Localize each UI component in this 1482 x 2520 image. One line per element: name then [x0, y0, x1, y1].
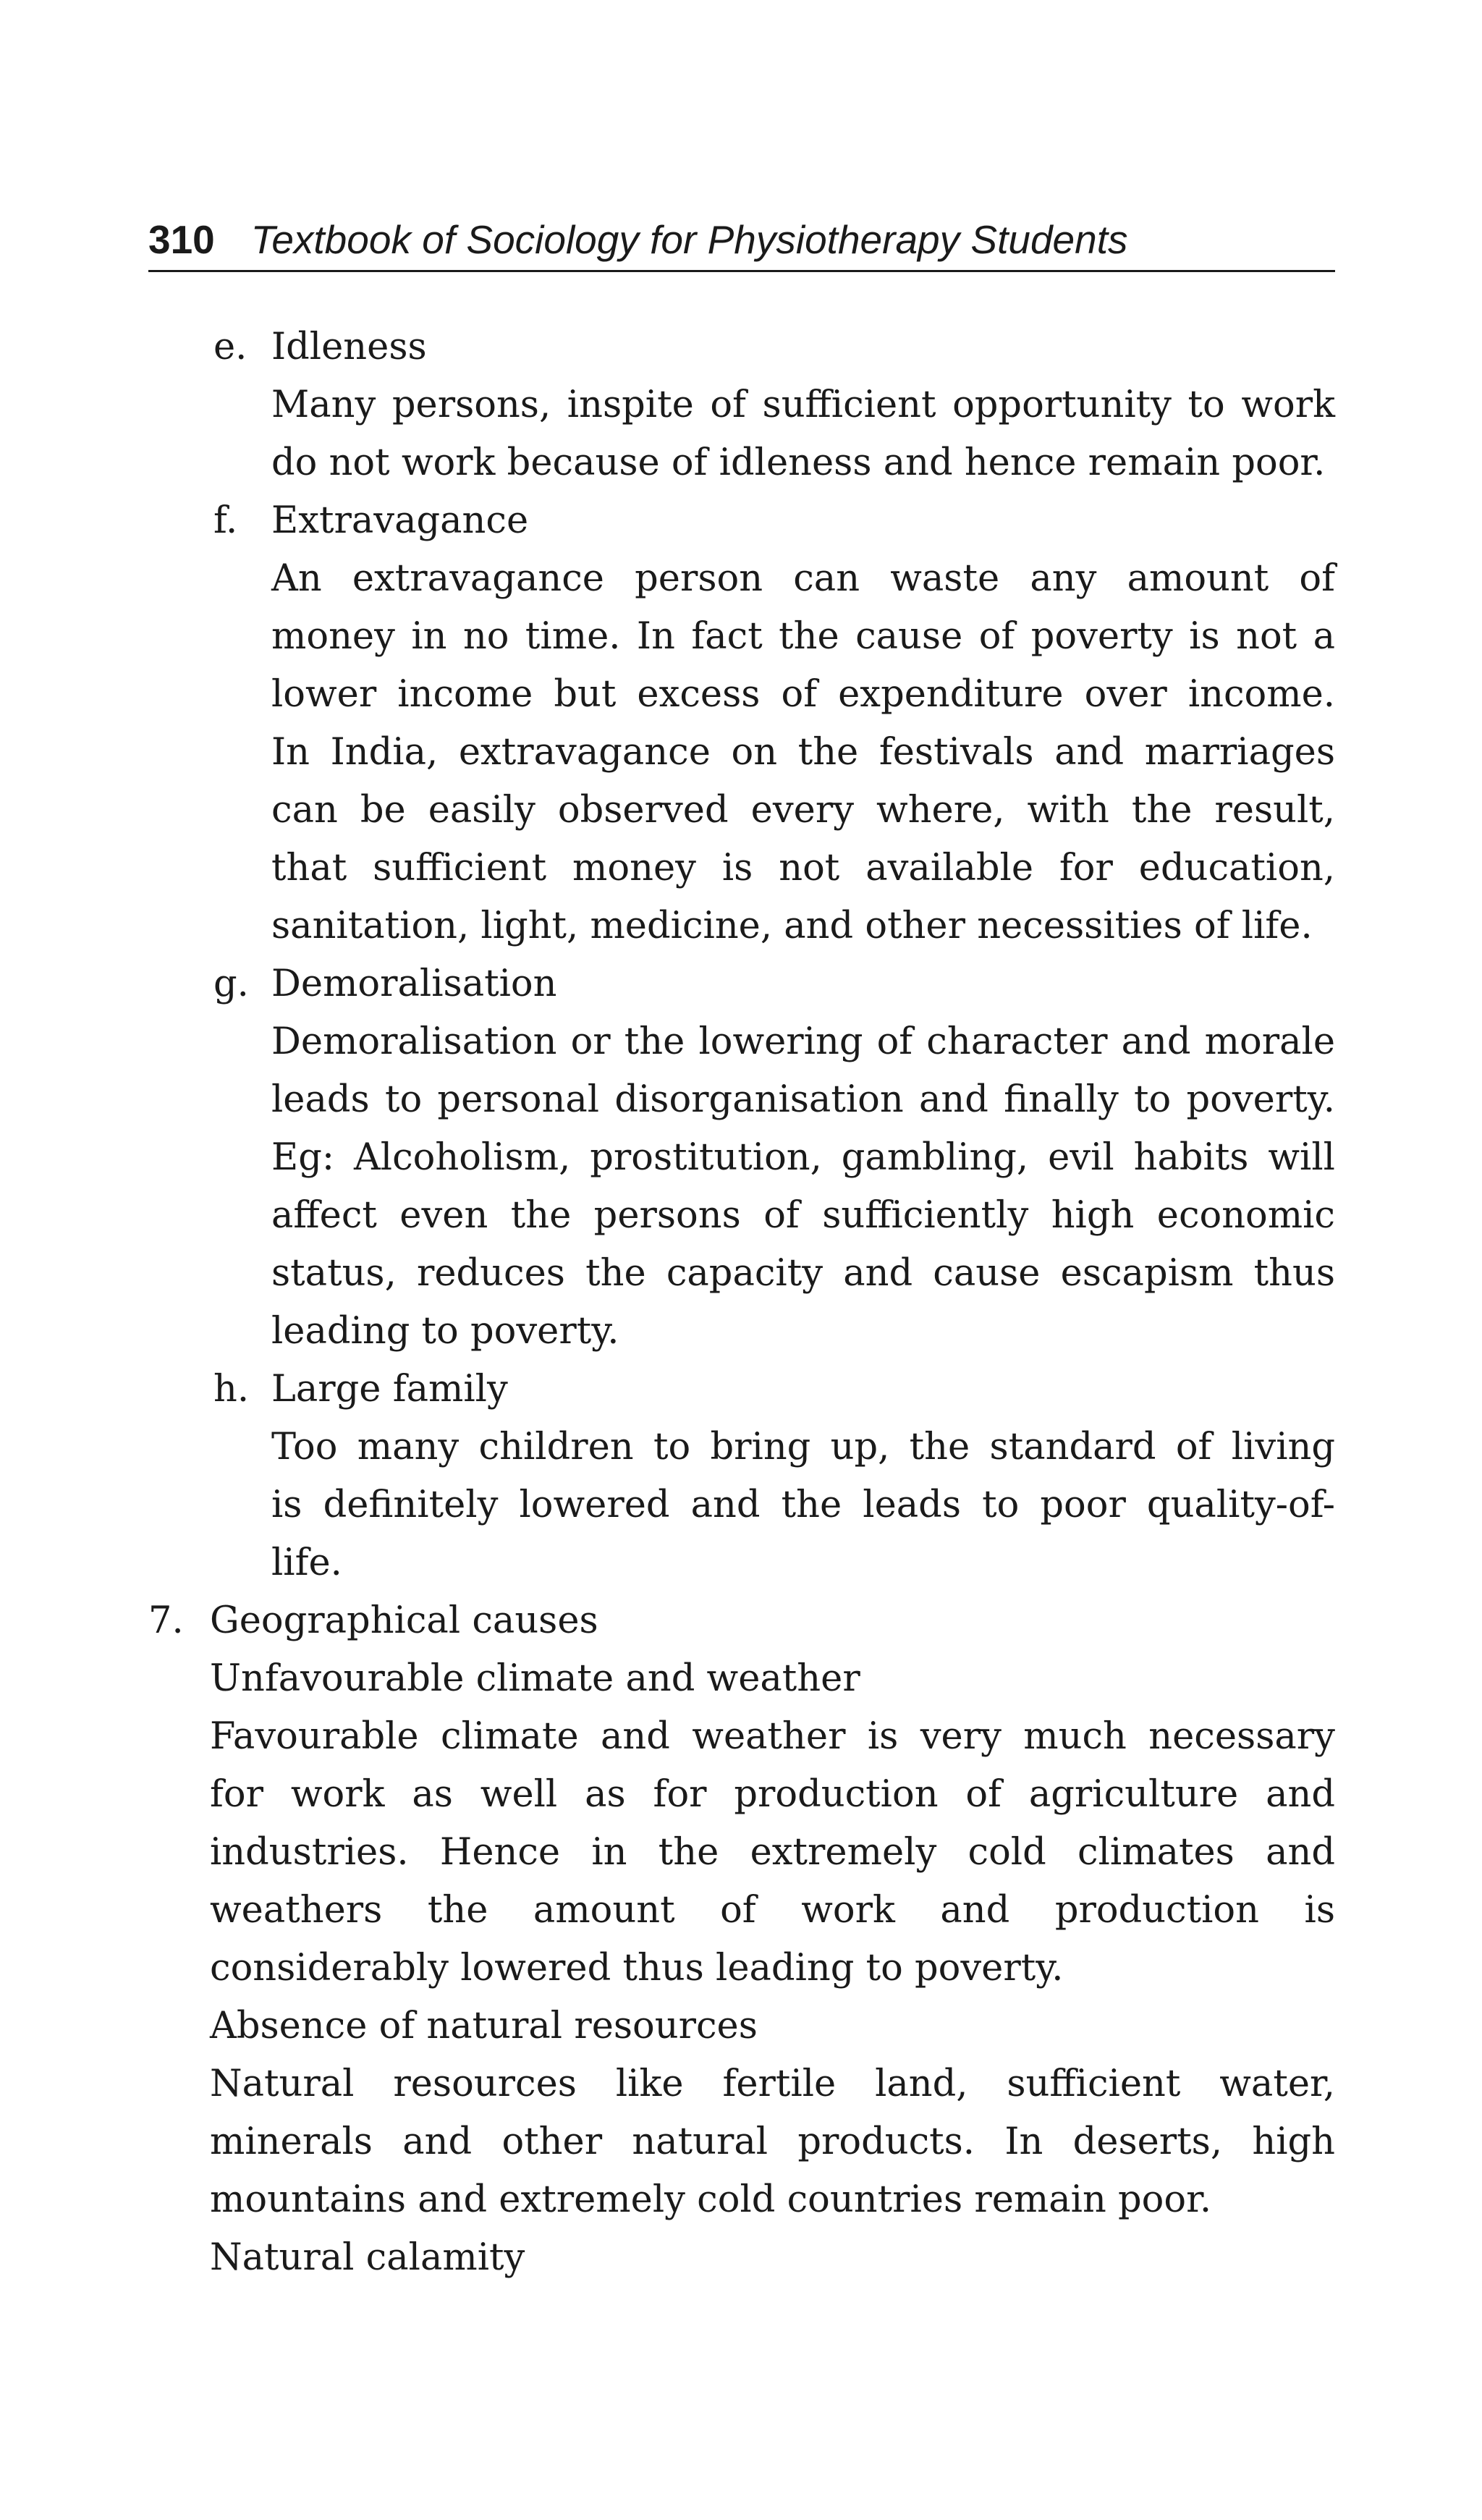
item-text-line: In India, extravagance on the festivals and marriages	[271, 731, 1335, 774]
item-text-line: Many persons, inspite of sufficient opportunity to work	[271, 384, 1335, 426]
item-text-line: leads to personal disorganisation and finally to poverty.	[271, 1078, 1335, 1121]
item-marker: h.	[213, 1368, 250, 1411]
list-item-extravagance	[148, 492, 1335, 955]
item-text-line: that sufficient money is not available for education,	[271, 847, 1335, 889]
paragraph-line: minerals and other natural products. In deserts, high	[210, 2121, 1335, 2163]
item-text-line: sanitation, light, medicine, and other necessities of life.	[271, 905, 1313, 947]
item-title: Geographical causes	[210, 1599, 598, 1642]
list-item-idleness	[148, 318, 1335, 492]
paragraph-line: weathers the amount of work and production is	[210, 1889, 1335, 1932]
item-text-line: is definitely lowered and the leads to poor quality-of-	[271, 1484, 1335, 1526]
list-item-large-family	[148, 1361, 1335, 1592]
paragraph-line: industries. Hence in the extremely cold climates and	[210, 1831, 1335, 1874]
item-text-line: life.	[271, 1542, 342, 1584]
item-marker: e.	[213, 326, 247, 368]
subheading: Natural calamity	[210, 2236, 525, 2279]
item-marker: f.	[213, 499, 238, 542]
item-text-line: Demoralisation or the lowering of character and morale	[271, 1020, 1335, 1063]
item-text-line: money in no time. In fact the cause of poverty is not a	[271, 615, 1335, 658]
paragraph-line: considerably lowered thus leading to poverty.	[210, 1947, 1064, 1990]
list-item-geographical-causes	[148, 1592, 1335, 2287]
list-item-demoralisation	[148, 955, 1335, 1361]
item-title: Extravagance	[271, 499, 529, 542]
item-title: Demoralisation	[271, 963, 557, 1005]
item-text-line: affect even the persons of sufficiently high economic	[271, 1194, 1335, 1237]
page-header	[148, 214, 1335, 272]
running-title: Textbook of Sociology for Physiotherapy Students	[250, 217, 1128, 262]
item-marker: g.	[213, 963, 249, 1005]
paragraph-line: Natural resources like fertile land, sufficient water,	[210, 2063, 1335, 2105]
item-text-line: do not work because of idleness and hence remain poor.	[271, 441, 1326, 484]
subheading: Absence of natural resources	[210, 2005, 758, 2047]
subheading: Unfavourable climate and weather	[210, 1657, 860, 1700]
item-title: Idleness	[271, 326, 427, 368]
paragraph-line: Favourable climate and weather is very much necessary	[210, 1715, 1335, 1758]
item-text-line: leading to poverty.	[271, 1310, 619, 1353]
item-text-line: lower income but excess of expenditure over income.	[271, 673, 1335, 716]
item-text-line: Too many children to bring up, the standard of living	[271, 1426, 1335, 1468]
page-number: 310	[148, 217, 215, 262]
item-marker: 7.	[148, 1599, 184, 1642]
item-text-line: can be easily observed every where, with the result,	[271, 789, 1335, 832]
paragraph-line: for work as well as for production of agriculture and	[210, 1773, 1335, 1816]
item-text-line: status, reduces the capacity and cause escapism thus	[271, 1252, 1335, 1295]
item-text-line: An extravagance person can waste any amount of	[271, 557, 1335, 600]
body-text	[148, 318, 1335, 2287]
item-text-line: Eg: Alcoholism, prostitution, gambling, evil habits will	[271, 1136, 1335, 1179]
item-title: Large family	[271, 1368, 508, 1411]
paragraph-line: mountains and extremely cold countries remain poor.	[210, 2178, 1212, 2221]
